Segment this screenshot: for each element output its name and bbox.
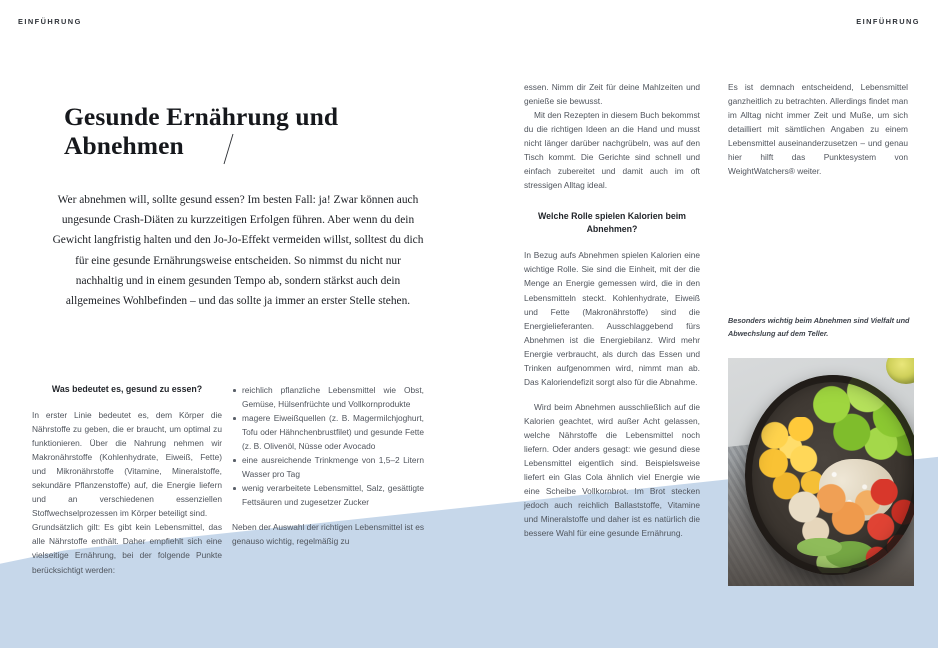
- photo-caption: Besonders wichtig beim Abnehmen sind Vielfalt und Abwechslung auf dem Teller.: [728, 316, 910, 338]
- column4-paragraph: Es ist demnach entscheidend, Lebensmittel ganzheitlich zu betrachten. Allerdings findet man im Alltag nicht immer Zeit und Muße, um sich detailliert mit sämtlichen Angaben zu einem Lebensmittel auseinanderzusetzen – und genau hier hilft das Punktesystem von WeightWatchers® weiter.: [728, 82, 908, 177]
- running-head-left: EINFÜHRUNG: [18, 17, 82, 26]
- food-bowl-photo: [728, 358, 914, 586]
- title-slash-ornament: [222, 133, 236, 165]
- text-column-2: [232, 383, 424, 549]
- column3-paragraph-3: In Bezug aufs Abnehmen spielen Kalorien eine wichtige Rolle. Sie sind die Einheit, mit der die Menge an Energie gemessen wird, die in den Lebensmitteln steckt. Kohlenhydrate, Eiweiß und Fette (Makronährstoffe) sind die Energielieferanten. Ausschlaggebend fürs Abnehmen ist die Energiebilanz. Wird mehr Energie verbraucht, als durch das Essen und Trinken aufgenommen wird, nimmt man ab. Das Kaloriendefizit sorgt also für die Abnahme.: [524, 250, 700, 387]
- column2-closing-paragraph: Neben der Auswahl der richtigen Lebensmittel ist es genauso wichtig, regelmäßig zu: [232, 522, 425, 547]
- cherry-tomatoes: [861, 479, 914, 571]
- column1-paragraph-2: Grundsätzlich gilt: Es gibt kein Lebensmittel, das alle Nährstoffe enthält. Daher empfiehlt sich eine vielseitige Ernährung, bei der folgende Punkte berücksichtigt werden:: [32, 522, 222, 575]
- column1-paragraph-1: In erster Linie bedeutet es, dem Körper die Nährstoffe zu geben, die er braucht, um optimal zu funktionieren. Über die Nahrung nehmen wir Makronährstoffe (Kohlenhydrate, Eiweiß, Fette) und Mikronährstoffe (Vitamine, Mineralstoffe, sekundäre Pflanzenstoffe) auf, die Energie liefern und an verschiedenen essenziellen Stoffwechselprozessen im Körper beteiligt sind.: [32, 410, 222, 519]
- bowl: [745, 375, 914, 575]
- column3-paragraph-4: Wird beim Abnehmen ausschließlich auf die Kalorien geachtet, wird außer Acht gelassen, welche Nährstoffe die Lebensmittel noch liefern. Oder anders gesagt: wie gesund diese Lebensmittel eigentlich sind. Beispielsweise liefert ein Glas Cola ähnlich viel Energie wie eine Scheibe Vollkornbrot. Im Brot stecken jedoch auch reichlich Ballaststoffe, Vitamine und Mineralstoffe und daher ist es natürlich die bessere Wahl für eine gesunde Ernährung.: [524, 401, 700, 539]
- text-column-3: [524, 80, 700, 540]
- text-column-4: [728, 80, 908, 178]
- list-item: reichlich pflanzliche Lebensmittel wie Obst, Gemüse, Hülsenfrüchte und Vollkornprodukte: [232, 383, 424, 411]
- list-item: eine ausreichende Trinkmenge von 1,5–2 Litern Wasser pro Tag: [232, 453, 424, 481]
- column1-heading: Was bedeutet es, gesund zu essen?: [51, 384, 203, 394]
- intro-paragraph: Wer abnehmen will, sollte gesund essen? Im besten Fall: ja! Zwar können auch ungesunde Crash-Diäten zu kurzzeitigen Erfolgen führen. Aber wenn du dein Gewicht langfristig halten und den Jo-Jo-Effekt vermeiden willst, solltest du dich für eine gesunde Ernährungsweise entscheiden. So nimmst du nicht nur nachhaltig und in einem gesunden Tempo ab, sondern stärkst auch dein allgemeines Wohlbefinden – und das sollte ja immer an erster Stelle stehen.: [52, 194, 424, 308]
- column3-continuation: essen. Nimm dir Zeit für deine Mahlzeiten und genieße sie bewusst.: [524, 82, 700, 107]
- healthy-eating-bullet-list: [232, 383, 424, 509]
- column3-paragraph-2: Mit den Rezepten in diesem Buch bekommst du die richtigen Ideen an die Hand und musst nicht länger darüber nachgrübeln, was auf den Tisch kommt. Die Gerichte sind schnell und einfach zubereitet und damit auch im oft stressigen Alltag ideal.: [524, 110, 700, 191]
- running-head-right: EINFÜHRUNG: [856, 17, 920, 26]
- list-item: magere Eiweißquellen (z. B. Magermilchjoghurt, Tofu oder Hähnchenbrustfilet) und gesunde Fette (z. B. Olivenöl, Nüsse oder Avocado: [232, 411, 424, 453]
- column3-heading: Welche Rolle spielen Kalorien beim Abnehmen?: [538, 211, 686, 235]
- page-title: Gesunde Ernährung und Abnehmen: [64, 102, 339, 161]
- text-column-1: [32, 383, 222, 577]
- list-item: wenig verarbeitete Lebensmittel, Salz, gesättigte Fettsäuren und zugesetzer Zucker: [232, 481, 424, 509]
- lettuce-leaves: [807, 377, 914, 469]
